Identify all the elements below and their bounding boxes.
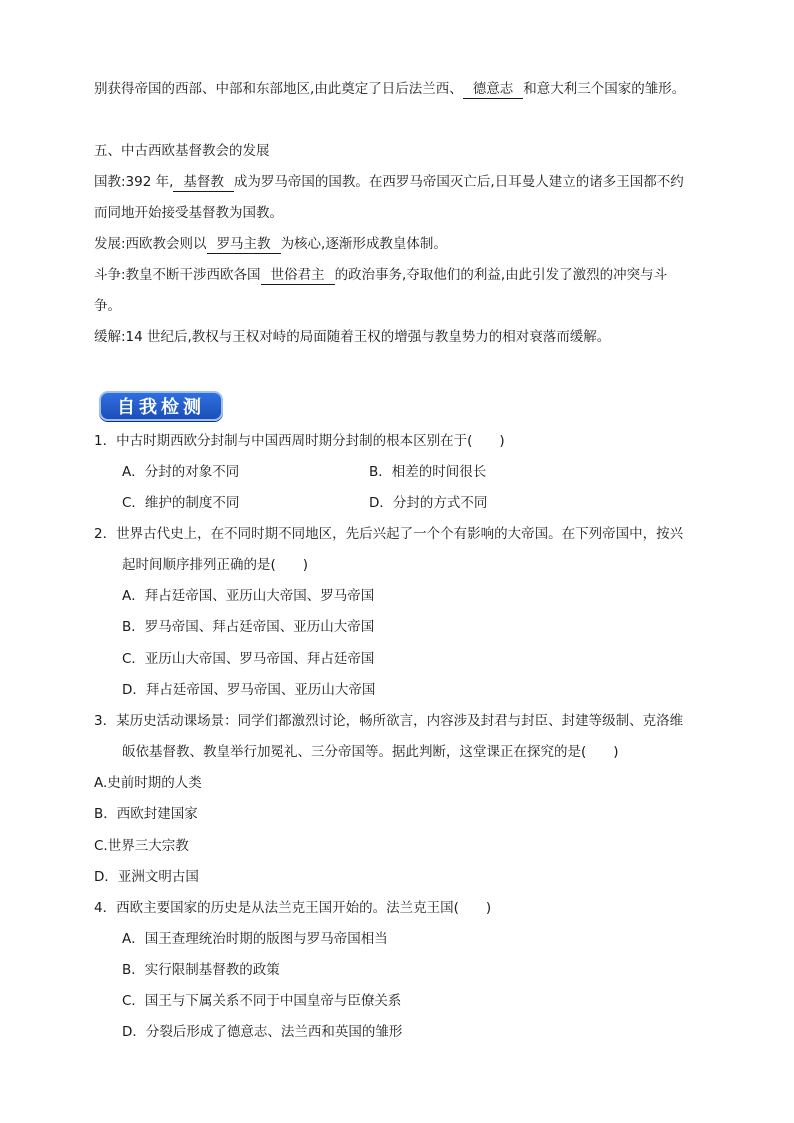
question-1-stem: 1．中古时期西欧分封制与中国西周时期分封制的根本区别在于( ) <box>94 433 505 449</box>
question-2-stem: 2．世界古代史上，在不同时期不同地区，先后兴起了一个个有影响的大帝国。在下列帝国中，按兴 <box>94 526 684 542</box>
q3-option-a[interactable]: A.史前时期的人类 <box>94 775 202 791</box>
q2-option-c[interactable]: C．亚历山大帝国、罗马帝国、拜占廷帝国 <box>122 651 375 667</box>
q3-option-b[interactable]: B．西欧封建国家 <box>94 806 198 822</box>
douzheng-line <box>94 265 667 285</box>
q1-option-b[interactable]: B．相差的时间很长 <box>369 464 487 480</box>
guojiao-label: 国教:392 年, <box>94 174 174 190</box>
intro-text: 别获得帝国的西部、中部和东部地区,由此奠定了日后法兰西、 <box>94 81 463 97</box>
fill-blank-jidujiao: 基督教 <box>173 173 234 192</box>
intro-line <box>94 79 685 99</box>
fazhan-line <box>94 234 447 254</box>
guojiao-text: 成为罗马帝国的国教。在西罗马帝国灭亡后,日耳曼人建立的诸多王国都不约 <box>233 174 684 190</box>
guojiao-line-2: 而同地开始接受基督教为国教。 <box>94 205 283 221</box>
question-4-stem: 4．西欧主要国家的历史是从法兰克王国开始的。法兰克王国( ) <box>94 900 492 916</box>
self-test-badge: 自我检测 <box>99 391 223 421</box>
fazhan-text: 为核心,逐渐形成教皇体制。 <box>280 236 447 252</box>
fill-blank-deyizhi: 德意志 <box>463 80 524 99</box>
q2-option-a[interactable]: A．拜占廷帝国、亚历山大帝国、罗马帝国 <box>122 588 375 604</box>
q4-option-a[interactable]: A．国王查理统治时期的版图与罗马帝国相当 <box>122 931 388 947</box>
q4-option-d[interactable]: D．分裂后形成了德意志、法兰西和英国的雏形 <box>122 1024 403 1040</box>
q4-option-b[interactable]: B．实行限制基督教的政策 <box>122 962 280 978</box>
q1-option-a[interactable]: A．分封的对象不同 <box>122 464 240 480</box>
question-2-stem-2: 起时间顺序排列正确的是( ) <box>122 557 309 573</box>
guojiao-line <box>94 172 684 192</box>
q3-option-c[interactable]: C.世界三大宗教 <box>94 838 189 854</box>
fazhan-label: 发展:西欧教会则以 <box>94 236 207 252</box>
intro-text-tail: 和意大利三个国家的雏形。 <box>523 81 686 97</box>
douzheng-text: 的政治事务,夺取他们的利益,由此引发了激烈的冲突与斗 <box>334 267 668 283</box>
douzheng-label: 斗争:教皇不断干涉西欧各国 <box>94 267 261 283</box>
q2-option-b[interactable]: B．罗马帝国、拜占廷帝国、亚历山大帝国 <box>122 619 375 635</box>
question-3-stem-2: 皈依基督教、教皇举行加冕礼、三分帝国等。据此判断，这堂课正在探究的是( ) <box>122 744 619 760</box>
q1-option-c[interactable]: C．维护的制度不同 <box>122 495 240 511</box>
section-title: 五、中古西欧基督教会的发展 <box>94 143 270 159</box>
douzheng-line-2: 争。 <box>94 298 121 314</box>
q4-option-c[interactable]: C．国王与下属关系不同于中国皇帝与臣僚关系 <box>122 993 402 1009</box>
q2-option-d[interactable]: D．拜占廷帝国、罗马帝国、亚历山大帝国 <box>122 682 376 698</box>
q3-option-d[interactable]: D．亚洲文明古国 <box>94 869 199 885</box>
q1-option-d[interactable]: D．分封的方式不同 <box>369 495 488 511</box>
fill-blank-luomazhujiao: 罗马主教 <box>207 235 281 254</box>
question-3-stem: 3．某历史活动课场景：同学们都激烈讨论，畅所欲言，内容涉及封君与封臣、封建等级制、克洛维 <box>94 713 684 729</box>
huanjie-line: 缓解:14 世纪后,教权与王权对峙的局面随着王权的增强与教皇势力的相对衰落而缓解。 <box>94 329 611 345</box>
fill-blank-shisujunzhu: 世俗君主 <box>261 266 335 285</box>
